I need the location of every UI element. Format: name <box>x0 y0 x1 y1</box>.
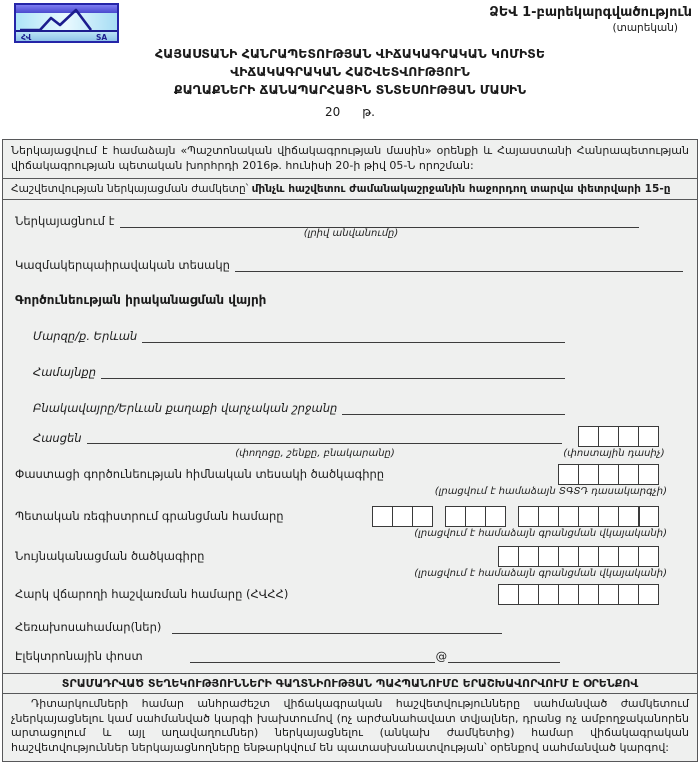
marz-label: Մարզը/ք. Երևան <box>33 329 138 343</box>
registry-group-2 <box>445 506 506 527</box>
form-code-label: ՁԵՎ 1-բարեկարգվածություն <box>489 5 692 20</box>
code-cell[interactable] <box>618 464 639 485</box>
id-code-cells <box>498 546 659 567</box>
deadline-value: մինչև հաշվետու ժամանակաշրջանին հաջորդող տարվա փետրվարի 15-ը <box>251 183 671 195</box>
code-cell[interactable] <box>638 506 659 527</box>
legal-basis-text: Ներկայացվում է համաձայն «Պաշտոնական վիճակագրության մասին» օրենքի և Հայաստանի Հանրապետության վիճակագրության պետական խորհրդի 2016թ. հունիսի 20-ի թիվ 05-Ն որոշման: <box>11 144 689 172</box>
community-line[interactable] <box>101 366 565 379</box>
deadline-label: Հաշվետվության ներկայացման ժամկետը՝ <box>11 183 252 195</box>
code-cell[interactable] <box>392 506 413 527</box>
form-periodicity: (տարեկան) <box>612 22 678 34</box>
code-cell[interactable] <box>638 464 659 485</box>
legal-basis-box <box>2 139 698 179</box>
community-label: Համայնքը <box>33 365 97 379</box>
legal-form-label: Կազմակերպաիրավական տեսակը <box>15 258 230 272</box>
logo-chart-area <box>16 13 117 31</box>
code-cell[interactable] <box>538 584 559 605</box>
settlement-label: Բնակավայրը/Երևան քաղաքի վարչական շրջանը <box>33 401 338 415</box>
code-cell[interactable] <box>618 426 639 447</box>
registry-number-label: Պետական ռեգիստրում գրանցման համարը <box>15 509 284 523</box>
code-cell[interactable] <box>558 546 579 567</box>
phone-label: Հեռախոսահամար(ներ) <box>15 620 162 634</box>
report-kind: ՎԻՃԱԿԱԳՐԱԿԱՆ ՀԱՇՎԵՏՎՈՒԹՅՈՒՆ <box>230 64 470 79</box>
code-cell[interactable] <box>558 584 579 605</box>
code-cell[interactable] <box>578 426 599 447</box>
code-cell[interactable] <box>578 584 599 605</box>
presented-by-label: Ներկայացնում է <box>15 214 115 228</box>
form-body <box>2 199 698 674</box>
liability-text: Դիտարկումների համար անհրաժեշտ վիճակագրական հաշվետվությունները սահմանված ժամկետում չներկայացնելու կամ սահմանված կարգի խախտումով (ոչ արժանահավատ տվյալներ, դրանց ոչ ամբողջականորեն արտացոլում և այլ աղավաղումներ) ներկայացնելու (անկախ ժամկետից) համար վիճակագրական հաշվետվություններ ներկայացնողները ենթարկվում են պատասխանատվության՝ օրենքով սահմանված կարգով: <box>11 697 689 754</box>
registry-group-3 <box>518 506 659 527</box>
tin-label: Հարկ վճարողի հաշվառման համարը (ՀՎՀՀ) <box>15 587 289 601</box>
code-cell[interactable] <box>465 506 486 527</box>
code-cell[interactable] <box>578 546 599 567</box>
registry-number-cells <box>372 506 659 527</box>
logo-right-text: SA <box>96 33 108 42</box>
email-at-sign: @ <box>435 649 448 663</box>
address-hint: (փողոցը, շենքը, բնակարանը) <box>235 448 395 459</box>
location-section-header: Գործունեության իրականացման վայրի <box>15 293 267 307</box>
code-cell[interactable] <box>598 506 619 527</box>
postal-code-cells <box>578 426 659 447</box>
code-cell[interactable] <box>498 584 519 605</box>
agency-name: ՀԱՅԱՍՏԱՆԻ ՀԱՆՐԱՊԵՏՈՒԹՅԱՆ ՎԻՃԱԿԱԳՐԱԿԱՆ ԿՈՄԻՏԵ <box>155 46 545 61</box>
statistics-committee-logo <box>14 3 119 43</box>
code-cell[interactable] <box>558 506 579 527</box>
code-cell[interactable] <box>598 546 619 567</box>
postal-code-hint: (փոստային դասիչ) <box>563 448 665 459</box>
year-prefix: 20 <box>325 105 341 119</box>
email-label: Էլեկտրոնային փոստ <box>15 649 143 663</box>
code-cell[interactable] <box>518 546 539 567</box>
code-cell[interactable] <box>558 464 579 485</box>
report-title: ՔԱՂԱՔՆԵՐԻ ՃԱՆԱՊԱՐՀԱՅԻՆ ՏՆՏԵՍՈՒԹՅԱՆ ՄԱՍԻՆ <box>173 82 527 97</box>
email-domain-line[interactable] <box>448 650 560 663</box>
email-local-line[interactable] <box>190 650 435 663</box>
code-cell[interactable] <box>518 584 539 605</box>
year-suffix: թ. <box>362 105 375 119</box>
code-cell[interactable] <box>598 426 619 447</box>
code-cell[interactable] <box>598 464 619 485</box>
marz-line[interactable] <box>142 330 565 343</box>
code-cell[interactable] <box>518 506 539 527</box>
logo-left-text: ՀՎ <box>21 33 32 42</box>
code-cell[interactable] <box>618 506 639 527</box>
code-cell[interactable] <box>618 584 639 605</box>
code-cell[interactable] <box>538 506 559 527</box>
code-cell[interactable] <box>638 426 659 447</box>
code-cell[interactable] <box>412 506 433 527</box>
activity-code-label: Փաստացի գործունեության հիմնական տեսակի ծածկագիրը <box>15 467 385 481</box>
legal-form-line[interactable] <box>235 259 683 272</box>
activity-code-hint: (լրացվում է համաձայն ՏԳՏԴ դասակարգչի) <box>434 486 667 497</box>
id-code-label: Նույնականացման ծածկագիրը <box>15 549 205 563</box>
id-code-hint: (լրացվում է համաձայն գրանցման վկայականի) <box>414 568 667 579</box>
report-year-row <box>0 105 700 119</box>
presented-by-line[interactable] <box>120 215 640 228</box>
phone-line[interactable] <box>172 621 502 634</box>
code-cell[interactable] <box>498 546 519 567</box>
code-cell[interactable] <box>618 546 639 567</box>
address-label: Հասցեն <box>33 431 82 445</box>
code-cell[interactable] <box>638 584 659 605</box>
settlement-line[interactable] <box>342 402 565 415</box>
confidentiality-bar: ՏՐԱՄԱԴՐՎԱԾ ՏԵՂԵԿՈՒԹՅՈՒՆՆԵՐԻ ԳԱՂՏՆԻՈՒԹՅԱՆ ՊԱՀՊԱՆՈՒՄԸ ԵՐԱՇԽԱՎՈՐՎՈՒՄ Է ՕՐԵՆՔՈՎ <box>2 673 698 694</box>
code-cell[interactable] <box>445 506 466 527</box>
code-cell[interactable] <box>485 506 506 527</box>
registry-number-hint: (լրացվում է համաձայն գրանցման վկայականի) <box>414 528 667 539</box>
presented-by-hint: (լրիվ անվանումը) <box>303 228 399 239</box>
code-cell[interactable] <box>538 546 559 567</box>
code-cell[interactable] <box>598 584 619 605</box>
deadline-box <box>2 178 698 200</box>
code-cell[interactable] <box>578 464 599 485</box>
form-header <box>0 0 700 139</box>
code-cell[interactable] <box>578 506 599 527</box>
logo-top-band <box>16 5 117 13</box>
tin-cells <box>498 584 659 605</box>
code-cell[interactable] <box>638 546 659 567</box>
liability-box <box>2 693 698 762</box>
activity-code-cells <box>558 464 659 485</box>
code-cell[interactable] <box>372 506 393 527</box>
registry-group-1 <box>372 506 433 527</box>
address-line[interactable] <box>87 431 562 444</box>
